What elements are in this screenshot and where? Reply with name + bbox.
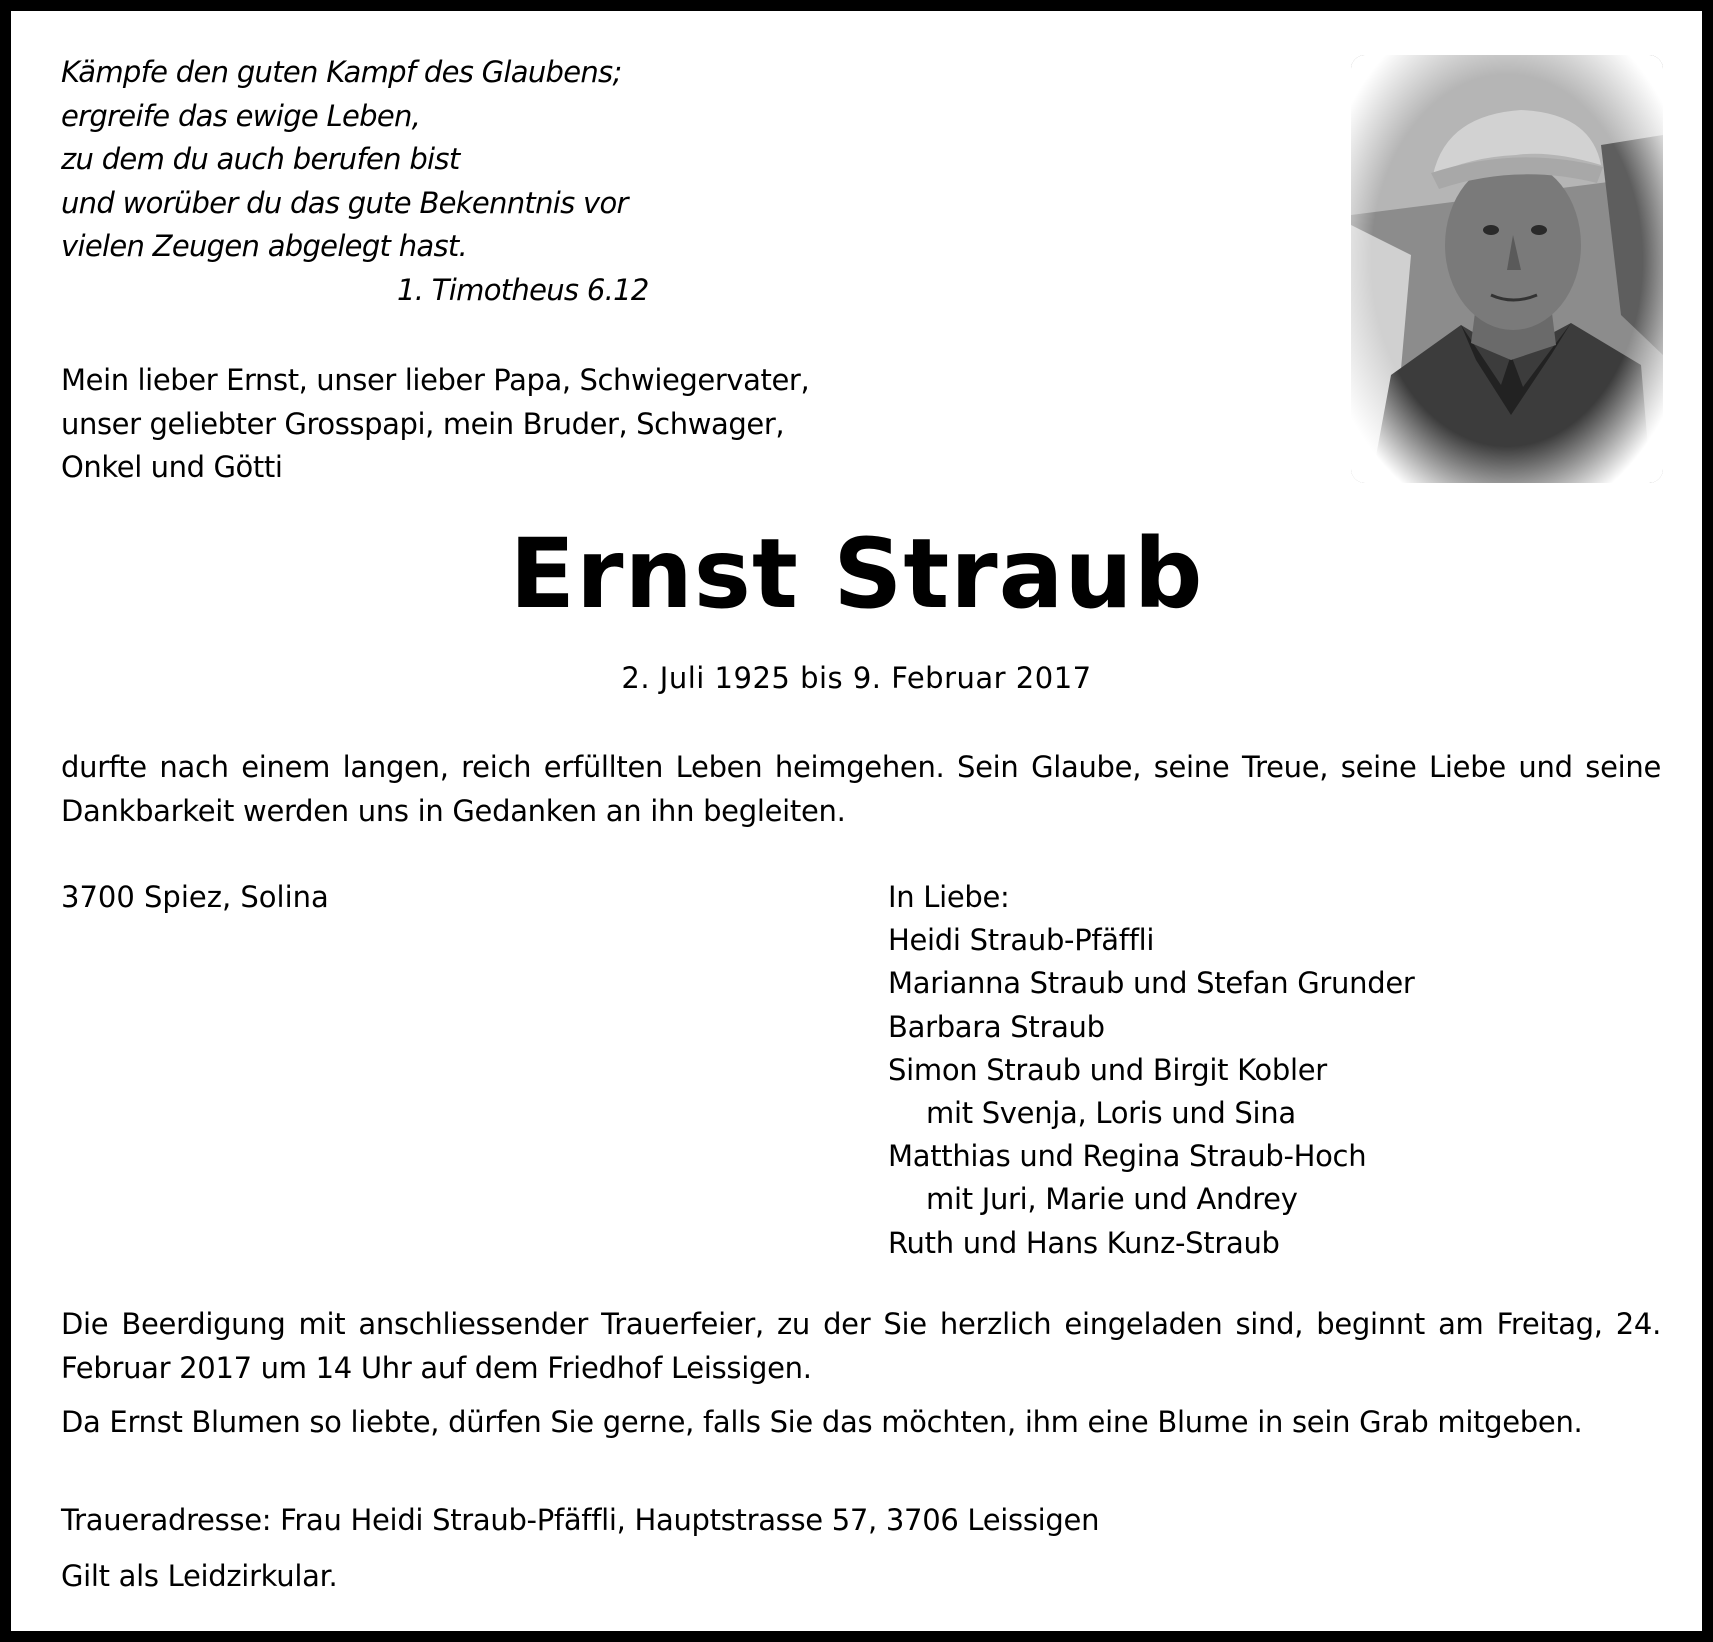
mourner-row: Marianna Straub und Stefan Grunder xyxy=(888,966,1415,1001)
intro-line: unser geliebter Grosspapi, mein Bruder, Schwager, xyxy=(61,406,785,441)
mourner-row: Simon Straub und Birgit Kobler xyxy=(888,1052,1327,1087)
verse-line: vielen Zeugen abgelegt hast. xyxy=(61,229,468,263)
verse-reference: 1. Timotheus 6.12 xyxy=(397,272,649,307)
mourner-row: Heidi Straub-Pfäffli xyxy=(888,923,1155,958)
mourner-row: mit Juri, Marie und Andrey xyxy=(926,1182,1298,1217)
circular-note: Gilt als Leidzirkular. xyxy=(61,1559,338,1593)
mourner-row: Matthias und Regina Straub-Hoch xyxy=(888,1139,1367,1174)
mourners-list xyxy=(888,876,1648,1265)
mourners-heading: In Liebe: xyxy=(888,880,1010,914)
flowers-paragraph: Da Ernst Blumen so liebte, dürfen Sie gerne, falls Sie das möchten, ihm eine Blume in sein Grab mitgeben. xyxy=(61,1405,1583,1439)
portrait-photo xyxy=(1351,55,1663,483)
place-line: 3700 Spiez, Solina xyxy=(61,880,329,914)
intro-line: Mein lieber Ernst, unser lieber Papa, Schwiegervater, xyxy=(61,363,810,397)
life-dates: 2. Juli 1925 bis 9. Februar 2017 xyxy=(621,661,1092,695)
intro-line: Onkel und Götti xyxy=(61,450,283,484)
mourner-row: Ruth und Hans Kunz-Straub xyxy=(888,1225,1280,1260)
bible-verse xyxy=(61,51,701,312)
mourning-address: Traueradresse: Frau Heidi Straub-Pfäffli, Hauptstrasse 57, 3706 Leissigen xyxy=(61,1503,1100,1537)
intro-text xyxy=(61,359,961,490)
portrait-image xyxy=(1351,55,1663,483)
deceased-name: Ernst Straub xyxy=(509,518,1204,630)
mourner-row: mit Svenja, Loris und Sina xyxy=(926,1096,1296,1131)
verse-line: ergreife das ewige Leben, xyxy=(61,98,421,133)
message-paragraph: durfte nach einem langen, reich erfüllten Leben heimgehen. Sein Glaube, seine Treue, seine Liebe und seine Dankbarkeit werden uns in Gedanken an ihn begleiten. xyxy=(61,750,1661,828)
verse-line: zu dem du auch berufen bist xyxy=(61,142,460,176)
mourner-row: Barbara Straub xyxy=(888,1009,1105,1044)
verse-line: Kämpfe den guten Kampf des Glaubens; xyxy=(61,55,622,89)
verse-line: und worüber du das gute Bekenntnis vor xyxy=(61,185,628,220)
funeral-paragraph: Die Beerdigung mit anschliessender Trauerfeier, zu der Sie herzlich eingeladen sind, beginnt am Freitag, 24. Februar 2017 um 14 Uhr auf dem Friedhof Leissigen. xyxy=(61,1307,1661,1385)
